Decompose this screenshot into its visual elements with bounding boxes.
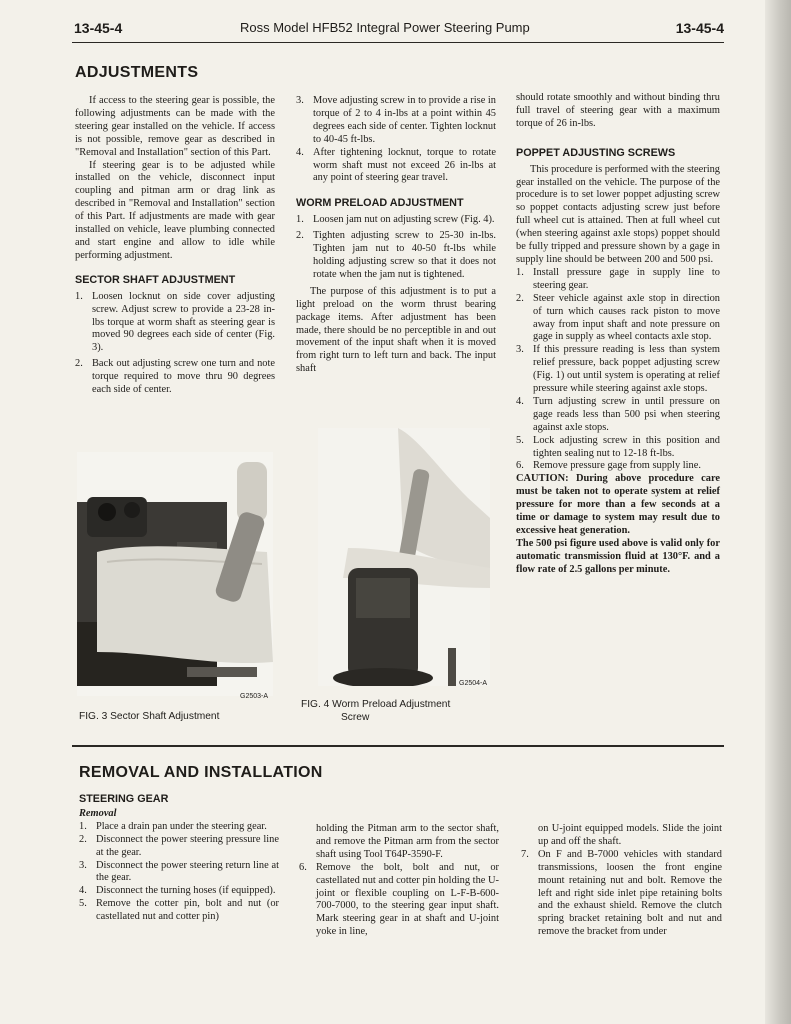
caution-note: CAUTION: During above procedure care must be taken not to operate system at relief pressure for more than a few seconds at a time or damage to system may result due to excessive heat generation. bbox=[516, 473, 720, 536]
removal-column-3 bbox=[521, 823, 722, 939]
worm-preload-para: The purpose of this adjustment is to put a light preload on the worm thrust bearing package items. After adjustment has been made, there should be no perceptible in and out movement of the input shaft when it is moved from right turn to left turn and back. The input shaft bbox=[296, 285, 496, 375]
list-item: 1. Loosen locknut on side cover adjusting screw. Adjust screw to provide a 23-28 in-lbs torque at worm shaft as steering gear is moved 90 degrees each side of center (Fig. 3). bbox=[75, 290, 275, 354]
list-item: 6. Remove the bolt, bolt and nut, or castellated nut and cotter pin holding the U-joint or flexible coupling on L-F-B-600-700-7000, to the steering gear input shaft. Mark steering gear in at shaft and U-joint yoke in line, bbox=[299, 861, 499, 938]
column-1 bbox=[75, 95, 275, 397]
list-item: 3. Move adjusting screw in to provide a rise in torque of 2 to 4 in-lbs at a point within 45 degrees each side of center. Tighten locknut to 40-45 ft-lbs. bbox=[296, 95, 496, 145]
column-3 bbox=[516, 92, 720, 577]
removal-step6-cont: on U-joint equipped models. Slide the joint up and off the shaft. bbox=[538, 823, 722, 847]
list-item: 1. Place a drain pan under the steering gear. bbox=[79, 820, 267, 832]
list-item: 3. If this pressure reading is less than system relief pressure, back poppet adjusting screw (Fig. 1) out until system is operating at relief pressure while steering against axle stops. bbox=[516, 344, 720, 395]
adjustments-para-2: If steering gear is to be adjusted while installed on the vehicle, disconnect input coupling and pitman arm or drag link as described in "Removal and Installation" section of this Part. If adjustments are made with gear installed on vehicle, leave plumbing connected and start engine and allow to idle while performing adjustment. bbox=[75, 159, 275, 261]
page-number-right: 13-45-4 bbox=[675, 20, 724, 36]
poppet-heading: POPPET ADJUSTING SCREWS bbox=[516, 146, 676, 159]
removal-steps-3 bbox=[521, 849, 722, 939]
section-rule bbox=[72, 745, 724, 747]
removal-column-1 bbox=[79, 793, 279, 924]
removal-steps-2 bbox=[299, 862, 499, 939]
poppet-para: This procedure is performed with the steering gear installed on the vehicle. The purpose of the procedure is to set lower poppet adjusting screw so poppet contacts adjusting screw just before full wheel cut is attained. Then at full wheel cut (when steering against axle stops) poppet should be fully tripped and pressure shown by a gage in supply line should be between 200 and 500 psi. bbox=[516, 163, 720, 265]
fig4-code: G2504-A bbox=[459, 680, 488, 687]
removal-subheading: Removal bbox=[79, 807, 117, 819]
removal-step5-cont: holding the Pitman arm to the sector shaft, and remove the Pitman arm from the sector shaft using Tool T64P-3590-F. bbox=[316, 823, 499, 860]
fig3-caption: FIG. 3 Sector Shaft Adjustment bbox=[79, 711, 220, 722]
page-edge-shadow bbox=[765, 0, 791, 1024]
list-item: 1. Install pressure gage in supply line to steering gear. bbox=[516, 266, 720, 291]
list-item: 2. Back out adjusting screw one turn and note torque required to move thru 90 degrees each side of center. bbox=[75, 358, 275, 396]
list-item: 2. Disconnect the power steering pressure line at the gear. bbox=[79, 833, 279, 858]
page-number-left: 13-45-4 bbox=[74, 20, 123, 36]
caution-note-2: The 500 psi figure used above is valid only for automatic transmission fluid at 130°F. and a flow rate of 2.5 gallons per minute. bbox=[516, 537, 720, 575]
worm-preload-steps bbox=[296, 214, 496, 282]
steering-gear-photo-image bbox=[77, 452, 273, 696]
fig3-photo bbox=[77, 452, 273, 696]
list-item: 4. Turn adjusting screw in until pressure on gage reads less than 500 psi when steering against axle stops. bbox=[516, 395, 720, 433]
header-title: Ross Model HFB52 Integral Power Steering Pump bbox=[240, 20, 530, 35]
sector-shaft-steps-cont bbox=[296, 95, 496, 185]
removal-column-2 bbox=[299, 823, 499, 939]
worm-preload-photo-image bbox=[318, 428, 490, 686]
fig3-code: G2503-A bbox=[240, 693, 269, 700]
fig4-caption: FIG. 4 Worm Preload Adjustment Screw bbox=[301, 699, 451, 723]
list-item: 2. Tighten adjusting screw to 25-30 in-lbs. Tighten jam nut to 40-50 ft-lbs while holding adjusting screw so that it does not rotate when the jam nut is tightened. bbox=[296, 230, 496, 280]
sector-shaft-steps bbox=[75, 291, 275, 397]
header-rule bbox=[72, 42, 724, 43]
list-item: 4. After tightening locknut, torque to rotate worm shaft must not exceed 26 in-lbs at any point of steering gear travel. bbox=[296, 146, 496, 184]
list-item: 3. Disconnect the power steering return line at the gear. bbox=[79, 859, 279, 884]
running-header bbox=[72, 18, 724, 40]
poppet-steps bbox=[516, 267, 720, 474]
list-item: 7. On F and B-7000 vehicles with standard transmissions, loosen the front engine mount retaining nut and bolt. Remove the left and right side inlet pipe retaining bolts and the exhaust shield. Remove the clutch spring bracket retaining bolt and nut and remove the bracket from under bbox=[521, 848, 722, 938]
worm-preload-heading: WORM PRELOAD ADJUSTMENT bbox=[296, 197, 464, 210]
fig4-photo bbox=[318, 428, 490, 686]
adjustments-para-1: If access to the steering gear is possible, the following adjustments can be made with the steering gear installed on the vehicle. If access is not possible, remove gear as described in "Removal and Installation" section of this Part. bbox=[75, 95, 275, 158]
worm-preload-para-cont: should rotate smoothly and without binding thru full travel of steering gear with a maximum torque of 26 in-lbs. bbox=[516, 92, 720, 129]
list-item: 6. Remove pressure gage from supply line. bbox=[516, 460, 701, 472]
removal-steps-1 bbox=[79, 821, 279, 924]
column-2 bbox=[296, 95, 496, 376]
removal-heading: REMOVAL AND INSTALLATION bbox=[79, 764, 323, 781]
list-item: 5. Lock adjusting screw in this position and tighten sealing nut to 12-18 ft-lbs. bbox=[516, 434, 720, 459]
sector-shaft-heading: SECTOR SHAFT ADJUSTMENT bbox=[75, 273, 236, 286]
list-item: 5. Remove the cotter pin, bolt and nut (or castellated nut and cotter pin) bbox=[79, 898, 279, 923]
list-item: 1. Loosen jam nut on adjusting screw (Fig. 4). bbox=[296, 214, 495, 226]
adjustments-heading: ADJUSTMENTS bbox=[75, 64, 199, 81]
list-item: 2. Steer vehicle against axle stop in direction of turn which causes rack piston to move away from input shaft and note pressure on gage in supply as wheel contacts axle stop. bbox=[516, 292, 720, 343]
steering-gear-subheading: STEERING GEAR bbox=[79, 793, 169, 805]
list-item: 4. Disconnect the turning hoses (if equipped). bbox=[79, 885, 276, 897]
